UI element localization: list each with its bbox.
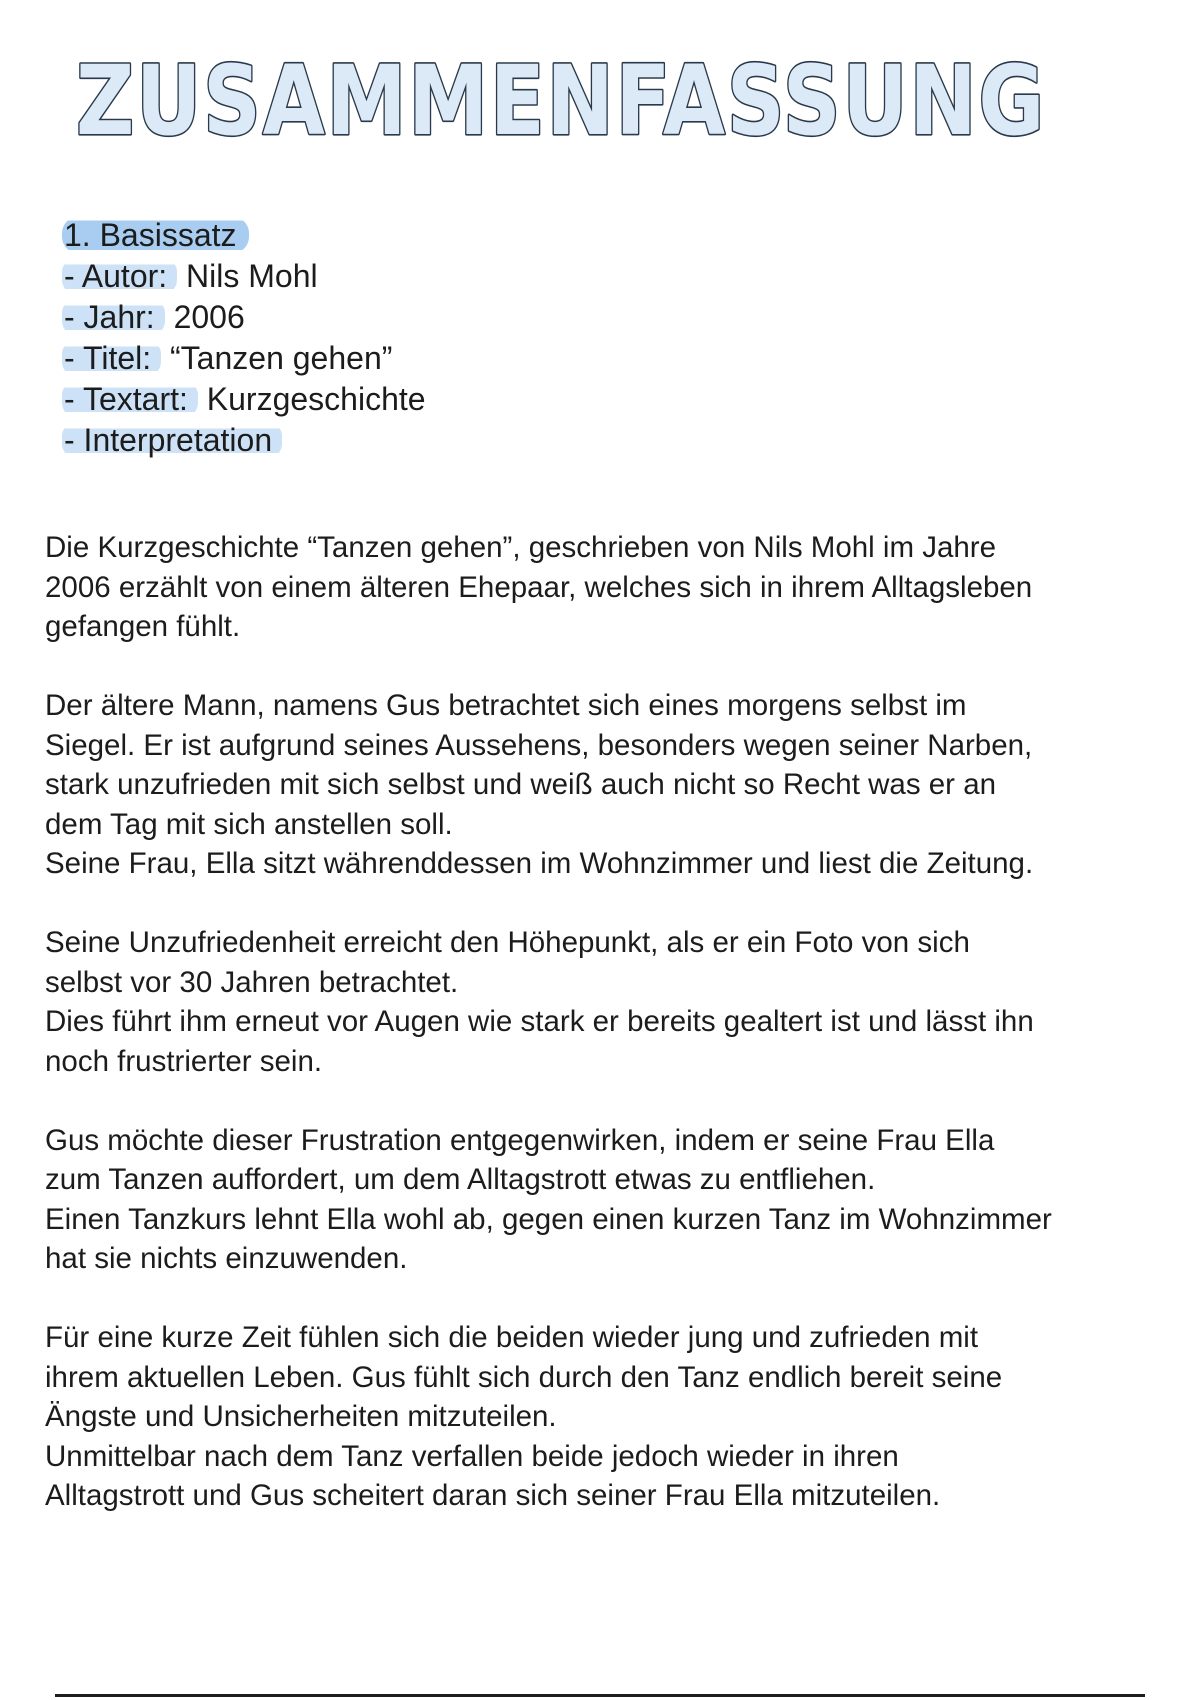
paragraph-line: Die Kurzgeschichte “Tanzen gehen”, geschrieben von Nils Mohl im Jahre (45, 531, 997, 564)
basissatz-item-label: - Textart: (62, 381, 198, 417)
paragraph-line: Dies führt ihm erneut vor Augen wie stark er bereits gealtert ist und lässt ihn (45, 1005, 1034, 1038)
basissatz-item-label: - Jahr: (62, 299, 165, 335)
paragraph (45, 686, 1175, 884)
paragraph-line: Für eine kurze Zeit fühlen sich die beiden wieder jung und zufrieden mit (45, 1321, 979, 1354)
paragraph-line: 2006 erzählt von einem älteren Ehepaar, welches sich in ihrem Alltagsleben (45, 570, 1033, 604)
paragraph (45, 1121, 1175, 1279)
basissatz-section (64, 215, 426, 461)
basissatz-item-titel (64, 338, 426, 379)
basissatz-item-label: - Autor: (62, 258, 177, 294)
basissatz-item-textart (64, 379, 426, 420)
paragraph-line: gefangen fühlt. (45, 610, 241, 643)
basissatz-item-jahr (64, 297, 426, 338)
paragraph-line: Ängste und Unsicherheiten mitzuteilen. (45, 1400, 557, 1433)
paragraph (45, 923, 1175, 1081)
summary-body (45, 528, 1175, 1555)
paragraph (45, 528, 1175, 647)
paragraph-line: dem Tag mit sich anstellen soll. (45, 807, 453, 841)
paragraph-line: Unmittelbar nach dem Tanz verfallen beide jedoch wieder in ihren (45, 1439, 899, 1473)
page-title-text: ZUSAMMENFASSUNG (76, 45, 1046, 157)
paragraph (45, 1318, 1175, 1516)
paragraph-line: Einen Tanzkurs lehnt Ella wohl ab, gegen einen kurzen Tanz im Wohnzimmer (45, 1202, 1052, 1236)
basissatz-heading-text: 1. Basissatz (62, 217, 249, 253)
bottom-divider (55, 1694, 1145, 1697)
paragraph-line: stark unzufrieden mit sich selbst und weiß auch nicht so Recht was er an (45, 768, 997, 801)
page-title (72, 45, 1062, 157)
paragraph-line: Seine Unzufriedenheit erreicht den Höhepunkt, als er ein Foto von sich (45, 926, 970, 959)
basissatz-item-label: - Interpretation (62, 422, 282, 458)
basissatz-item-interpretation (64, 420, 426, 461)
basissatz-heading (64, 215, 426, 256)
basissatz-item-value: “Tanzen gehen” (161, 340, 393, 376)
paragraph-line: Seine Frau, Ella sitzt währenddessen im Wohnzimmer und liest die Zeitung. (45, 847, 1034, 880)
paragraph-line: ihrem aktuellen Leben. Gus fühlt sich durch den Tanz endlich bereit seine (45, 1360, 1003, 1394)
paragraph-line: Siegel. Er ist aufgrund seines Aussehens, besonders wegen seiner Narben, (45, 728, 1033, 762)
paragraph-line: Der ältere Mann, namens Gus betrachtet sich eines morgens selbst im (45, 689, 967, 722)
paragraph-line: hat sie nichts einzuwenden. (45, 1242, 408, 1275)
basissatz-item-value: 2006 (164, 299, 245, 335)
paragraph-line: noch frustrierter sein. (45, 1044, 323, 1078)
basissatz-item-label: - Titel: (62, 340, 161, 376)
basissatz-item-autor (64, 256, 426, 297)
basissatz-item-value: Kurzgeschichte (197, 381, 426, 417)
paragraph-line: Alltagstrott und Gus scheitert daran sich seiner Frau Ella mitzuteilen. (45, 1479, 941, 1512)
basissatz-item-value: Nils Mohl (177, 258, 318, 294)
paragraph-line: zum Tanzen auffordert, um dem Alltagstrott etwas zu entfliehen. (45, 1163, 876, 1196)
paragraph-line: Gus möchte dieser Frustration entgegenwirken, indem er seine Frau Ella (45, 1123, 995, 1157)
paragraph-line: selbst vor 30 Jahren betrachtet. (45, 965, 459, 999)
